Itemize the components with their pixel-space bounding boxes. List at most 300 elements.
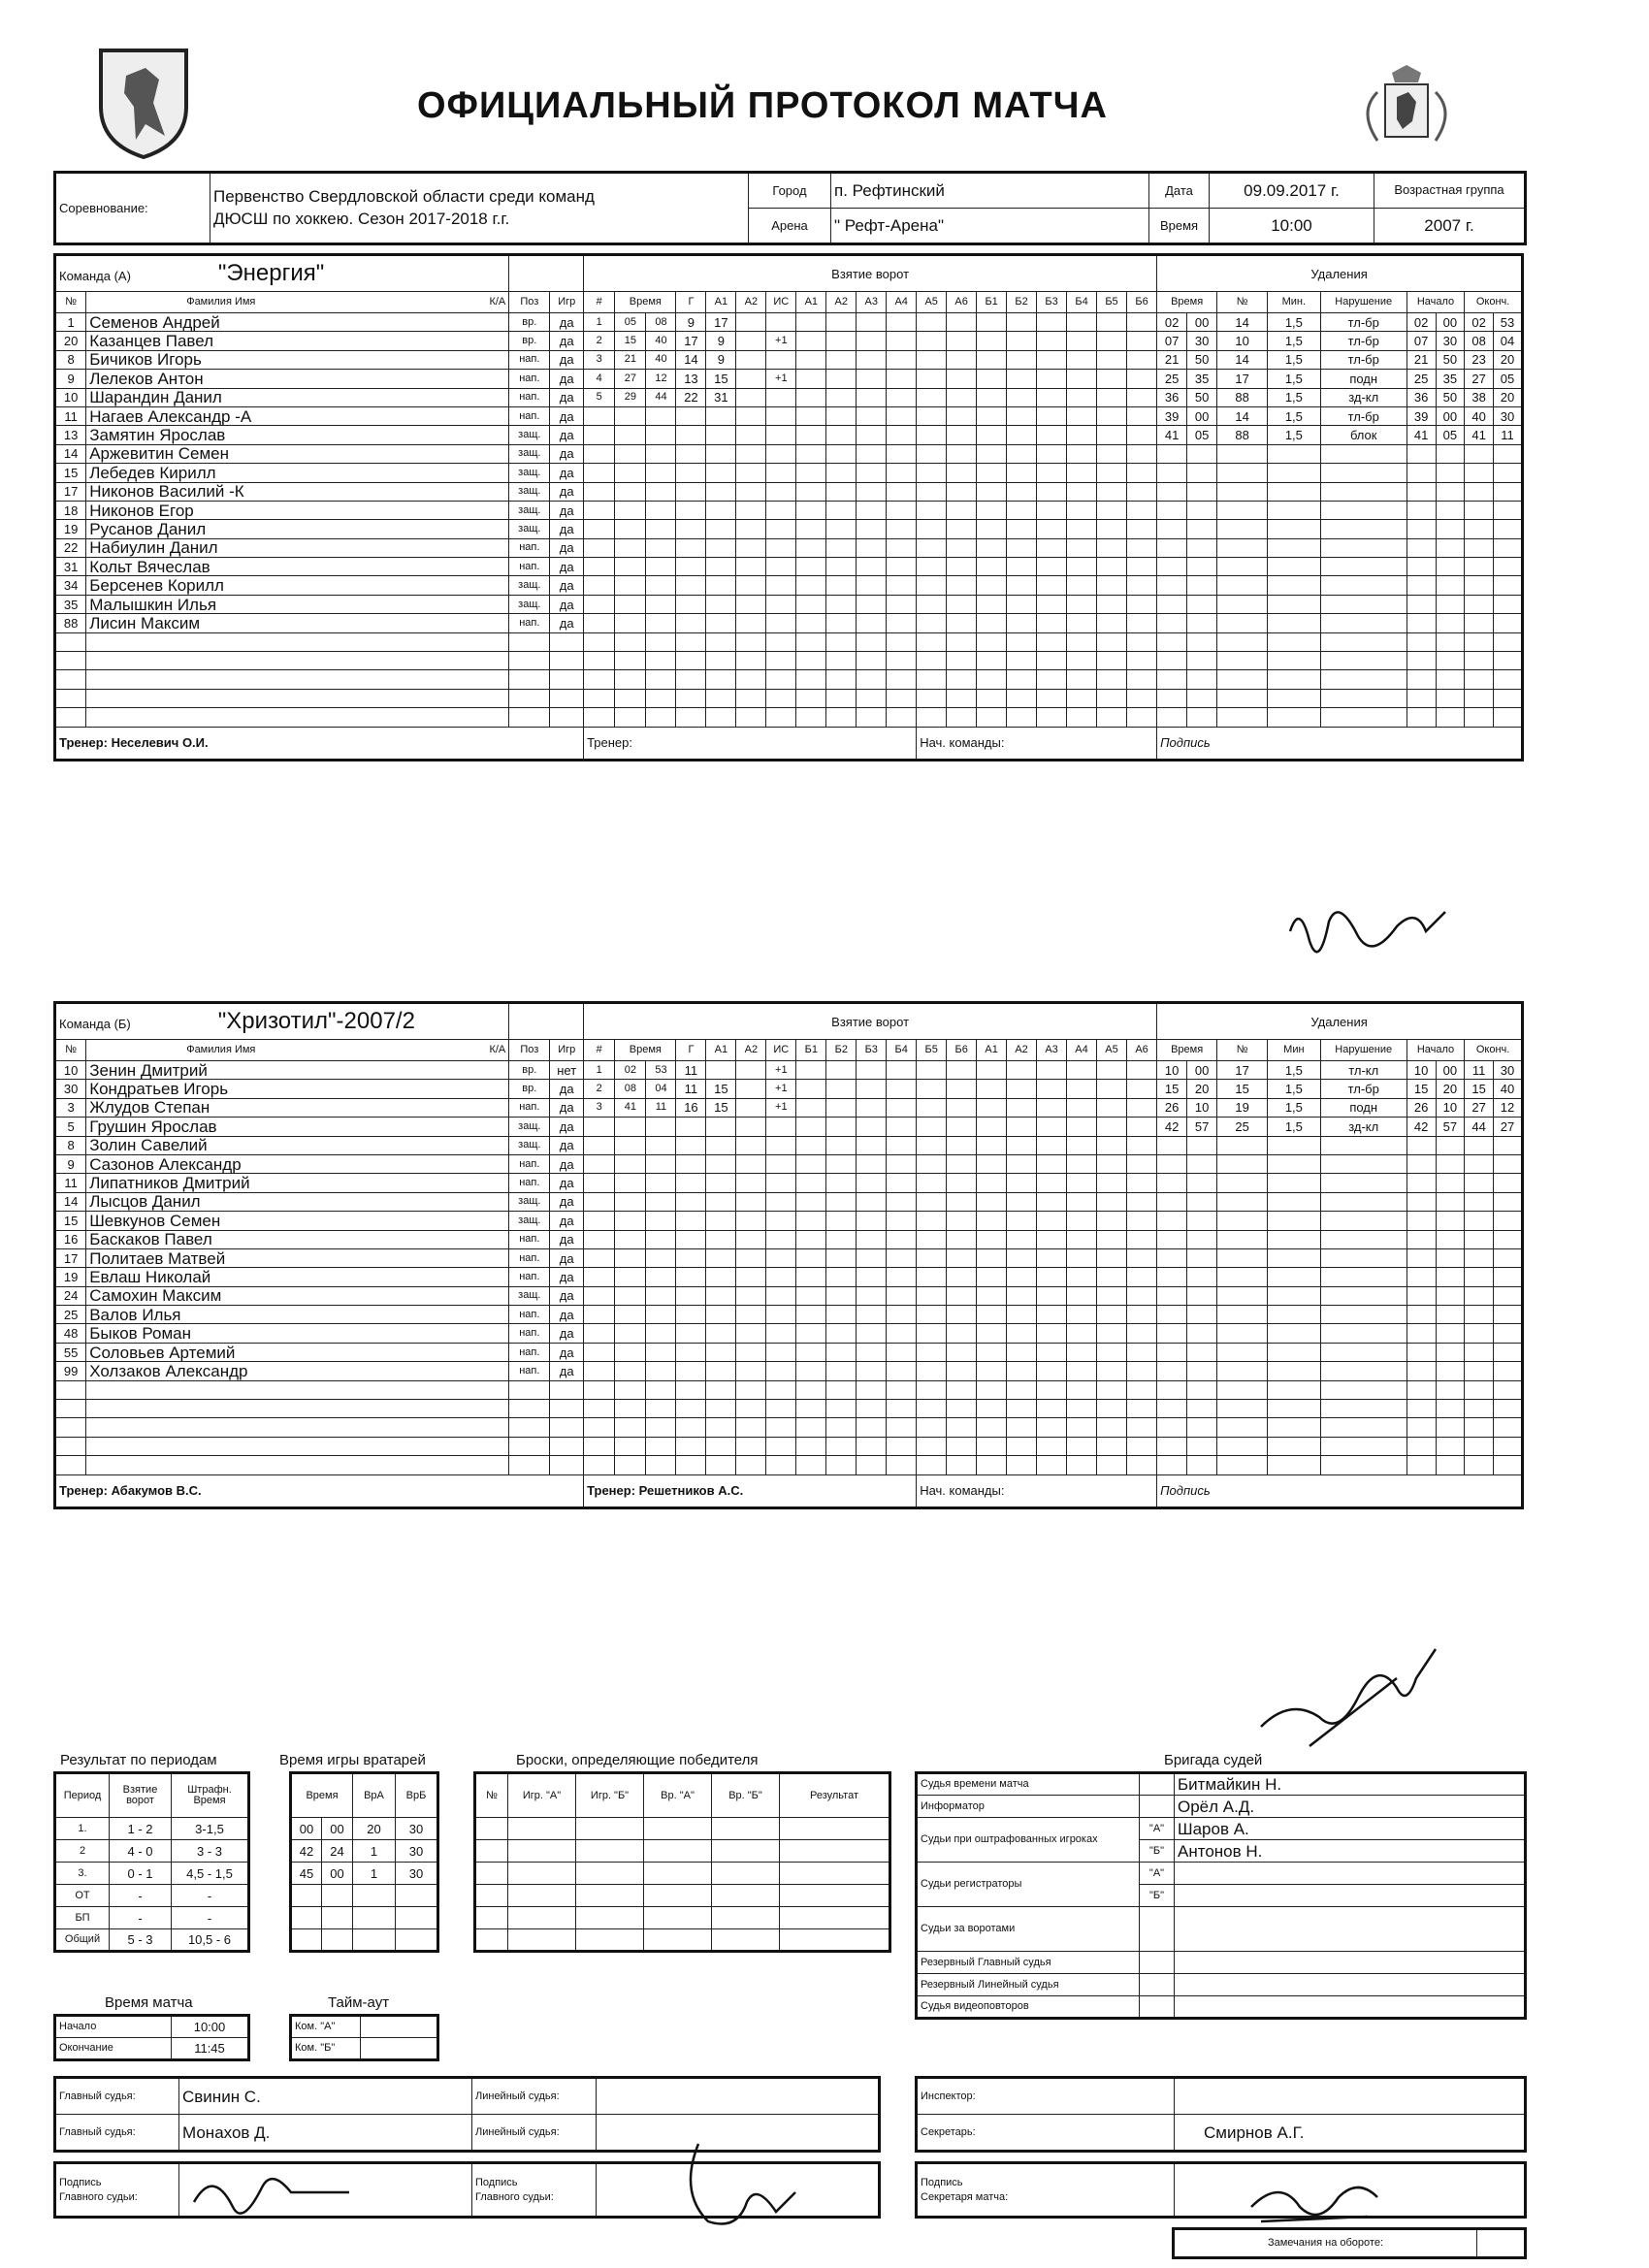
on-ice-cell bbox=[1067, 482, 1097, 501]
penalty-start-sec: 10 bbox=[1436, 1098, 1465, 1117]
goal-minute bbox=[615, 1174, 646, 1192]
goal-scorer bbox=[676, 1118, 706, 1136]
on-ice-cell bbox=[887, 1343, 917, 1361]
penalty-minute bbox=[1157, 1437, 1187, 1455]
on-ice-cell bbox=[1037, 538, 1067, 557]
penalty-end-sec bbox=[1493, 708, 1522, 727]
on-ice-cell bbox=[1037, 370, 1067, 388]
on-ice-cell bbox=[1007, 1306, 1037, 1324]
on-ice-cell bbox=[1067, 1268, 1097, 1286]
penalty-start-min bbox=[1406, 1324, 1436, 1343]
secretary-sign-label-1: Подпись bbox=[921, 2176, 963, 2188]
penalty-end-sec bbox=[1493, 1400, 1522, 1418]
goal-assist-1: 15 bbox=[706, 370, 736, 388]
player-number: 99 bbox=[55, 1362, 86, 1380]
on-ice-cell bbox=[977, 1248, 1007, 1267]
penalty-end-sec: 40 bbox=[1493, 1080, 1522, 1098]
on-ice-cell bbox=[977, 614, 1007, 632]
goal-assist-2 bbox=[736, 538, 766, 557]
penalty-minutes: 1,5 bbox=[1268, 1061, 1321, 1080]
goal-assist-1 bbox=[706, 1268, 736, 1286]
shootout-cell bbox=[644, 1818, 712, 1840]
penalty-end-min: 38 bbox=[1465, 388, 1494, 406]
on-ice-cell bbox=[1126, 1324, 1156, 1343]
penalty-end-min: 15 bbox=[1465, 1080, 1494, 1098]
goal-second bbox=[646, 1174, 676, 1192]
goal-assist-2 bbox=[736, 576, 766, 595]
team_a-col-a_cols-5: А6 bbox=[947, 292, 977, 313]
on-ice-cell bbox=[887, 313, 917, 332]
penalty-end-min bbox=[1465, 1324, 1494, 1343]
penalty-end-sec bbox=[1493, 1154, 1522, 1173]
on-ice-cell bbox=[1097, 1456, 1127, 1474]
secretary-sign-table bbox=[915, 2161, 1527, 2219]
penalty-end-sec: 53 bbox=[1493, 313, 1522, 332]
on-ice-cell bbox=[796, 313, 826, 332]
penalty-violation bbox=[1320, 558, 1406, 576]
penalty-minutes bbox=[1268, 689, 1321, 707]
on-ice-cell bbox=[826, 1324, 857, 1343]
shootout-cell bbox=[475, 1929, 508, 1952]
player-name: Быков Роман bbox=[86, 1324, 509, 1343]
goalie-a: 1 bbox=[353, 1840, 396, 1863]
on-ice-cell bbox=[1097, 1230, 1127, 1248]
on-ice-cell bbox=[1067, 595, 1097, 613]
team_b-row bbox=[55, 1268, 1523, 1286]
player-position: нап. bbox=[509, 1343, 550, 1361]
penalty-player bbox=[1217, 1306, 1268, 1324]
penalty-end-sec bbox=[1493, 614, 1522, 632]
penalty-start-sec: 05 bbox=[1436, 426, 1465, 444]
player-position: защ. bbox=[509, 520, 550, 538]
goal-scorer bbox=[676, 1174, 706, 1192]
shootout-cell bbox=[508, 1818, 576, 1840]
on-ice-cell bbox=[1126, 1192, 1156, 1211]
team_b-col-b_cols-2: Б3 bbox=[857, 1040, 887, 1061]
player-name: Никонов Василий -К bbox=[86, 482, 509, 501]
on-ice-cell bbox=[1126, 1080, 1156, 1098]
team_b-row bbox=[55, 1286, 1523, 1305]
on-ice-cell bbox=[887, 1268, 917, 1286]
goal-situation bbox=[766, 1230, 796, 1248]
goal-minute bbox=[615, 576, 646, 595]
penalty-minutes: 1,5 bbox=[1268, 426, 1321, 444]
on-ice-cell bbox=[1067, 426, 1097, 444]
team_a-row bbox=[55, 313, 1523, 332]
on-ice-cell bbox=[1007, 313, 1037, 332]
on-ice-cell bbox=[977, 595, 1007, 613]
on-ice-cell bbox=[917, 1362, 947, 1380]
player-played: да bbox=[550, 1324, 584, 1343]
player-number: 31 bbox=[55, 558, 86, 576]
on-ice-cell bbox=[1126, 1268, 1156, 1286]
on-ice-cell bbox=[1067, 1418, 1097, 1437]
on-ice-cell bbox=[1037, 1437, 1067, 1455]
player-name: Лелеков Антон bbox=[86, 370, 509, 388]
team_a-col-b_cols-5: Б6 bbox=[1126, 292, 1156, 313]
player-number: 8 bbox=[55, 350, 86, 369]
goal-assist-2 bbox=[736, 1248, 766, 1267]
goal-assist-2 bbox=[736, 1380, 766, 1399]
penalty-start-sec bbox=[1436, 1362, 1465, 1380]
on-ice-cell bbox=[796, 1061, 826, 1080]
penalty-start-sec bbox=[1436, 1324, 1465, 1343]
goal-situation bbox=[766, 1418, 796, 1437]
goal-assist-1 bbox=[706, 501, 736, 519]
on-ice-cell bbox=[1067, 350, 1097, 369]
shootout-title: Броски, определяющие победителя bbox=[516, 1752, 759, 1768]
on-ice-cell bbox=[1037, 614, 1067, 632]
goal-assist-2 bbox=[736, 1174, 766, 1192]
penalty-violation bbox=[1320, 1437, 1406, 1455]
shootout-cell bbox=[508, 1863, 576, 1885]
penalty-start-min bbox=[1406, 538, 1436, 557]
penalty-start-sec bbox=[1436, 632, 1465, 651]
brigade-mark-2: "Б" bbox=[1140, 1840, 1175, 1863]
goal-situation bbox=[766, 1174, 796, 1192]
period-row bbox=[55, 1885, 249, 1907]
on-ice-cell bbox=[887, 1154, 917, 1173]
goal-scorer bbox=[676, 1362, 706, 1380]
on-ice-cell bbox=[1126, 501, 1156, 519]
goal-scorer bbox=[676, 1286, 706, 1305]
penalty-start-sec bbox=[1436, 1286, 1465, 1305]
competition-line2: ДЮСШ по хоккею. Сезон 2017-2018 г.г. bbox=[213, 209, 510, 228]
player-number: 88 bbox=[55, 614, 86, 632]
on-ice-cell bbox=[1126, 350, 1156, 369]
on-ice-cell bbox=[887, 350, 917, 369]
on-ice-cell bbox=[887, 501, 917, 519]
player-played: да bbox=[550, 444, 584, 463]
goal-second bbox=[646, 1456, 676, 1474]
penalty-end-sec bbox=[1493, 632, 1522, 651]
goal-assist-2 bbox=[736, 1061, 766, 1080]
on-ice-cell bbox=[947, 1456, 977, 1474]
on-ice-cell bbox=[1097, 520, 1127, 538]
goal-assist-2 bbox=[736, 1154, 766, 1173]
penalty-start-min bbox=[1406, 1286, 1436, 1305]
goal-situation: +1 bbox=[766, 332, 796, 350]
player-played: да bbox=[550, 1174, 584, 1192]
penalty-end-min bbox=[1465, 1400, 1494, 1418]
goal-assist-1 bbox=[706, 1154, 736, 1173]
goal-assist-2 bbox=[736, 689, 766, 707]
on-ice-cell bbox=[796, 1230, 826, 1248]
penalty-minute: 25 bbox=[1157, 370, 1187, 388]
timeout-title: Тайм-аут bbox=[328, 1994, 390, 2011]
on-ice-cell bbox=[977, 558, 1007, 576]
goal-second bbox=[646, 1192, 676, 1211]
penalty-minutes bbox=[1268, 558, 1321, 576]
goal-minute bbox=[615, 1456, 646, 1474]
penalty-end-min bbox=[1465, 1212, 1494, 1230]
on-ice-cell bbox=[1037, 482, 1067, 501]
player-position: вр. bbox=[509, 313, 550, 332]
shootout-cell bbox=[780, 1907, 890, 1929]
on-ice-cell bbox=[796, 558, 826, 576]
shootout-col: Игр. "Б" bbox=[576, 1773, 644, 1818]
team_b-row bbox=[55, 1192, 1523, 1211]
goal-second bbox=[646, 482, 676, 501]
goal-number: 3 bbox=[584, 350, 615, 369]
shootout-cell bbox=[644, 1863, 712, 1885]
team_b-penalties-header: Удаления bbox=[1157, 1003, 1523, 1040]
brigade-value bbox=[1175, 1952, 1526, 1974]
team_a-row bbox=[55, 689, 1523, 707]
goal-assist-1 bbox=[706, 689, 736, 707]
penalty-start-sec bbox=[1436, 464, 1465, 482]
on-ice-cell bbox=[796, 332, 826, 350]
on-ice-cell bbox=[1067, 313, 1097, 332]
on-ice-cell bbox=[1097, 689, 1127, 707]
on-ice-cell bbox=[1126, 1306, 1156, 1324]
player-position bbox=[509, 670, 550, 689]
shootout-cell bbox=[712, 1885, 780, 1907]
goal-assist-2 bbox=[736, 501, 766, 519]
on-ice-cell bbox=[857, 464, 887, 482]
penalty-start-min: 10 bbox=[1406, 1061, 1436, 1080]
shootout-cell bbox=[712, 1863, 780, 1885]
penalty-minute bbox=[1157, 1418, 1187, 1437]
brigade-value: Битмайкин Н. bbox=[1175, 1773, 1526, 1796]
on-ice-cell bbox=[1037, 1400, 1067, 1418]
on-ice-cell bbox=[917, 1136, 947, 1154]
goal-assist-1 bbox=[706, 708, 736, 727]
player-number bbox=[55, 670, 86, 689]
on-ice-cell bbox=[917, 558, 947, 576]
match-end-value: 11:45 bbox=[172, 2038, 249, 2060]
goal-minute: 21 bbox=[615, 350, 646, 369]
team_b-header-blank bbox=[509, 1003, 584, 1040]
goal-number: 2 bbox=[584, 1080, 615, 1098]
penalty-second: 00 bbox=[1187, 1061, 1217, 1080]
on-ice-cell bbox=[796, 1456, 826, 1474]
on-ice-cell bbox=[917, 1248, 947, 1267]
penalty-player: 10 bbox=[1217, 332, 1268, 350]
team_b-captain: Нач. команды: bbox=[917, 1474, 1157, 1507]
on-ice-cell bbox=[917, 1343, 947, 1361]
penalty-player: 88 bbox=[1217, 388, 1268, 406]
goal-second bbox=[646, 1418, 676, 1437]
goalie-time-min: 45 bbox=[291, 1863, 322, 1885]
team_b-coach-2: Тренер: Решетников А.С. bbox=[584, 1474, 917, 1507]
penalty-violation: блок bbox=[1320, 426, 1406, 444]
goal-second: 40 bbox=[646, 350, 676, 369]
goal-scorer bbox=[676, 652, 706, 670]
brigade-mark bbox=[1140, 1996, 1175, 2019]
on-ice-cell bbox=[1097, 1212, 1127, 1230]
on-ice-cell bbox=[977, 708, 1007, 727]
on-ice-cell bbox=[826, 1418, 857, 1437]
penalty-minutes: 1,5 bbox=[1268, 1118, 1321, 1136]
goal-number bbox=[584, 632, 615, 651]
player-number: 48 bbox=[55, 1324, 86, 1343]
goal-number bbox=[584, 1306, 615, 1324]
on-ice-cell bbox=[1007, 1080, 1037, 1098]
goal-minute bbox=[615, 1343, 646, 1361]
goal-situation bbox=[766, 614, 796, 632]
goalie-row bbox=[291, 1907, 438, 1929]
goal-second bbox=[646, 1136, 676, 1154]
date-value: 09.09.2017 г. bbox=[1210, 173, 1374, 209]
penalty-end-min bbox=[1465, 1174, 1494, 1192]
goal-situation bbox=[766, 1286, 796, 1305]
goal-scorer bbox=[676, 1136, 706, 1154]
goal-number bbox=[584, 708, 615, 727]
on-ice-cell bbox=[1007, 558, 1037, 576]
on-ice-cell bbox=[977, 1136, 1007, 1154]
penalty-end-min bbox=[1465, 632, 1494, 651]
goal-situation bbox=[766, 520, 796, 538]
penalty-player: 14 bbox=[1217, 313, 1268, 332]
penalty-minutes bbox=[1268, 1136, 1321, 1154]
player-position: нап. bbox=[509, 558, 550, 576]
goal-assist-1 bbox=[706, 1306, 736, 1324]
goal-second bbox=[646, 1230, 676, 1248]
goal-second: 40 bbox=[646, 332, 676, 350]
goal-assist-2 bbox=[736, 1192, 766, 1211]
on-ice-cell bbox=[826, 1456, 857, 1474]
player-number: 5 bbox=[55, 1118, 86, 1136]
on-ice-cell bbox=[917, 350, 947, 369]
on-ice-cell bbox=[1097, 1343, 1127, 1361]
on-ice-cell bbox=[857, 1456, 887, 1474]
on-ice-cell bbox=[1037, 595, 1067, 613]
on-ice-cell bbox=[857, 595, 887, 613]
on-ice-cell bbox=[977, 1456, 1007, 1474]
player-number bbox=[55, 1456, 86, 1474]
goal-assist-1 bbox=[706, 464, 736, 482]
on-ice-cell bbox=[1126, 1418, 1156, 1437]
on-ice-cell bbox=[887, 1400, 917, 1418]
on-ice-cell bbox=[1097, 1306, 1127, 1324]
team-b-section bbox=[53, 1001, 1524, 1509]
team_b-coach: Тренер: Абакумов В.С. bbox=[55, 1474, 584, 1507]
on-ice-cell bbox=[1067, 520, 1097, 538]
penalty-start-sec: 57 bbox=[1436, 1118, 1465, 1136]
on-ice-cell bbox=[1097, 370, 1127, 388]
goal-assist-1 bbox=[706, 482, 736, 501]
goal-second bbox=[646, 689, 676, 707]
on-ice-cell bbox=[1126, 1061, 1156, 1080]
goal-situation bbox=[766, 1400, 796, 1418]
player-name bbox=[86, 1456, 509, 1474]
on-ice-cell bbox=[857, 1174, 887, 1192]
team-a-section bbox=[53, 253, 1524, 761]
on-ice-cell bbox=[1097, 1400, 1127, 1418]
on-ice-cell bbox=[1007, 370, 1037, 388]
penalty-second bbox=[1187, 595, 1217, 613]
goalie-row bbox=[291, 1840, 438, 1863]
goal-number bbox=[584, 1380, 615, 1399]
penalty-minute: 39 bbox=[1157, 406, 1187, 425]
on-ice-cell bbox=[1067, 444, 1097, 463]
penalty-end-min bbox=[1465, 1192, 1494, 1211]
on-ice-cell bbox=[1067, 1098, 1097, 1117]
on-ice-cell bbox=[796, 1380, 826, 1399]
player-name: Замятин Ярослав bbox=[86, 426, 509, 444]
penalty-violation bbox=[1320, 576, 1406, 595]
on-ice-cell bbox=[977, 1362, 1007, 1380]
on-ice-cell bbox=[1097, 464, 1127, 482]
player-number: 19 bbox=[55, 1268, 86, 1286]
penalty-minute bbox=[1157, 1136, 1187, 1154]
player-played: да bbox=[550, 464, 584, 482]
on-ice-cell bbox=[1097, 1362, 1127, 1380]
penalty-minutes bbox=[1268, 538, 1321, 557]
goal-assist-1 bbox=[706, 1400, 736, 1418]
on-ice-cell bbox=[826, 595, 857, 613]
on-ice-cell bbox=[1067, 406, 1097, 425]
shootout-col: № bbox=[475, 1773, 508, 1818]
on-ice-cell bbox=[1097, 1136, 1127, 1154]
player-number: 1 bbox=[55, 313, 86, 332]
on-ice-cell bbox=[1097, 501, 1127, 519]
player-name: Малышкин Илья bbox=[86, 595, 509, 613]
penalty-start-min bbox=[1406, 1136, 1436, 1154]
penalty-end-min bbox=[1465, 1362, 1494, 1380]
on-ice-cell bbox=[917, 313, 947, 332]
brigade-value bbox=[1175, 1996, 1526, 2019]
on-ice-cell bbox=[826, 1343, 857, 1361]
team_b-col-pos: Поз bbox=[509, 1040, 550, 1061]
goal-number bbox=[584, 1248, 615, 1267]
on-ice-cell bbox=[947, 1380, 977, 1399]
team_a-row bbox=[55, 520, 1523, 538]
on-ice-cell bbox=[947, 1174, 977, 1192]
goal-assist-1 bbox=[706, 1061, 736, 1080]
timeout-table bbox=[289, 2014, 439, 2061]
goal-assist-1 bbox=[706, 1212, 736, 1230]
on-ice-cell bbox=[1126, 689, 1156, 707]
on-ice-cell bbox=[887, 1380, 917, 1399]
team_a-sign: Подпись bbox=[1157, 727, 1523, 760]
goal-scorer bbox=[676, 576, 706, 595]
on-ice-cell bbox=[1126, 1437, 1156, 1455]
goal-scorer bbox=[676, 426, 706, 444]
goal-situation bbox=[766, 482, 796, 501]
penalty-end-min bbox=[1465, 1154, 1494, 1173]
goal-situation bbox=[766, 1154, 796, 1173]
penalty-minutes: 1,5 bbox=[1268, 1098, 1321, 1117]
main2-sign-label-1: Подпись bbox=[475, 2176, 518, 2188]
on-ice-cell bbox=[826, 632, 857, 651]
on-ice-cell bbox=[1007, 426, 1037, 444]
on-ice-cell bbox=[796, 595, 826, 613]
goal-assist-1 bbox=[706, 558, 736, 576]
team_b-label: Команда (Б) bbox=[59, 1017, 131, 1031]
player-position bbox=[509, 1456, 550, 1474]
on-ice-cell bbox=[1007, 406, 1037, 425]
penalty-start-sec: 50 bbox=[1436, 388, 1465, 406]
on-ice-cell bbox=[1126, 1380, 1156, 1399]
penalty-start-sec bbox=[1436, 520, 1465, 538]
goal-situation bbox=[766, 1248, 796, 1267]
penalty-second: 00 bbox=[1187, 313, 1217, 332]
goal-assist-2 bbox=[736, 1324, 766, 1343]
team_a-row bbox=[55, 614, 1523, 632]
team_b-col-a2: А2 bbox=[736, 1040, 766, 1061]
on-ice-cell bbox=[1126, 1136, 1156, 1154]
player-number: 9 bbox=[55, 370, 86, 388]
goal-minute bbox=[615, 1212, 646, 1230]
penalty-second bbox=[1187, 1362, 1217, 1380]
penalty-start-sec bbox=[1436, 708, 1465, 727]
goal-scorer bbox=[676, 1268, 706, 1286]
on-ice-cell bbox=[917, 1154, 947, 1173]
on-ice-cell bbox=[857, 614, 887, 632]
goal-scorer bbox=[676, 1306, 706, 1324]
